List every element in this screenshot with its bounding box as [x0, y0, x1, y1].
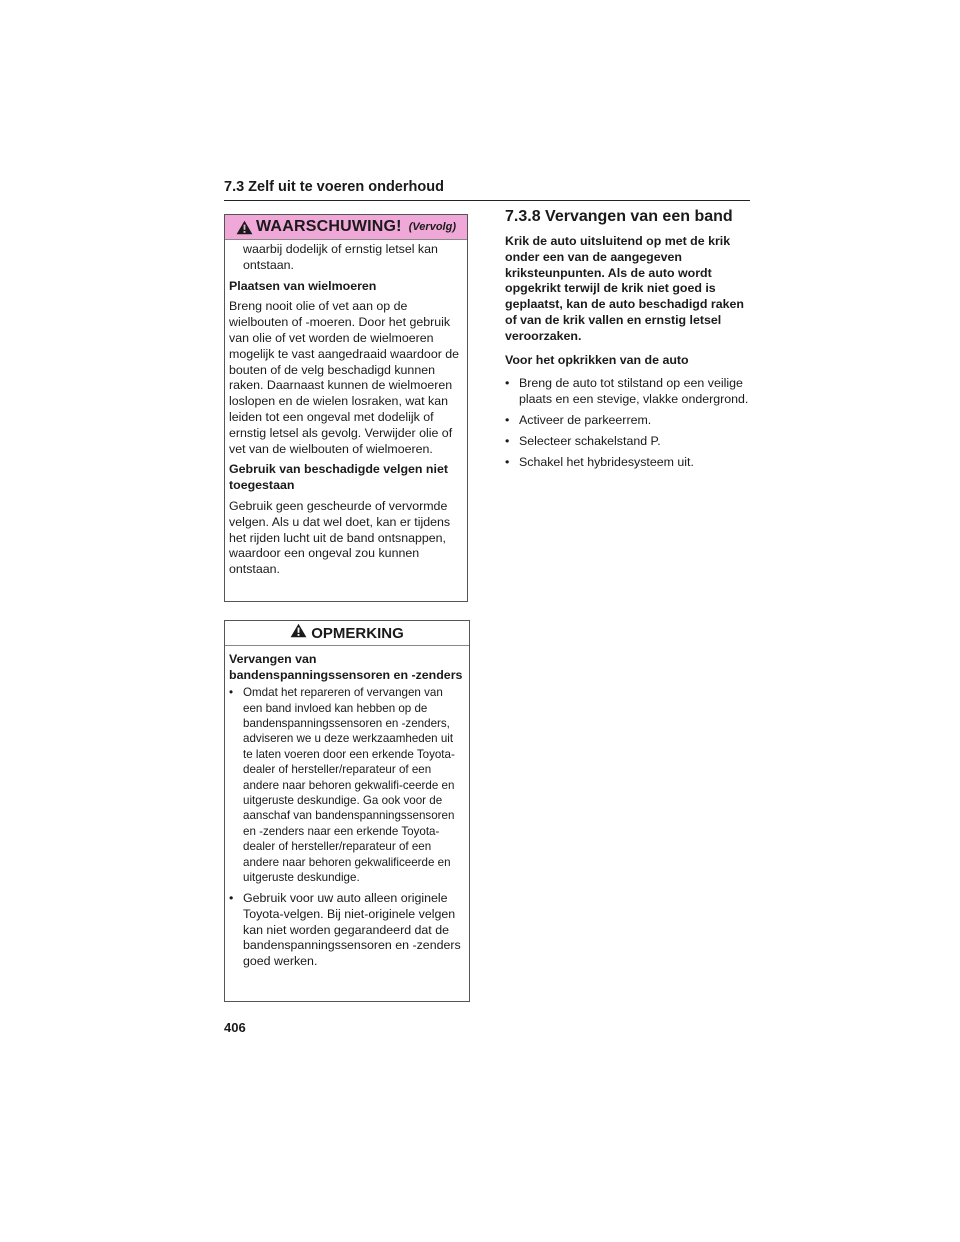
- note-bullet-text: Gebruik voor uw auto alleen originele Toyota-velgen. Bij niet-originele velgen kan niet worden gegarandeerd dat de bandenspanningssensoren en -zenders goed werken.: [243, 891, 461, 968]
- note-title-bar: [225, 621, 469, 646]
- bullet-dot: •: [505, 412, 510, 427]
- list-item: [505, 455, 750, 471]
- list-item-text: Breng de auto tot stilstand op een veilige plaats en een stevige, vlakke ondergrond.: [519, 376, 749, 407]
- list-item-text: Selecteer schakelstand P.: [519, 433, 661, 448]
- list-item-text: Activeer de parkeerrem.: [519, 412, 652, 427]
- right-column: [505, 208, 750, 475]
- note-box: [224, 620, 470, 1002]
- list-item: [505, 434, 750, 450]
- warning-triangle-icon: [236, 220, 253, 235]
- warning-heading-wheel-nuts: Plaatsen van wielmoeren: [229, 278, 377, 293]
- subsection-title: 7.3.8 Vervangen van een band: [505, 208, 733, 225]
- section-header: 7.3 Zelf uit te voeren onderhoud: [224, 178, 750, 201]
- bullet-dot: •: [229, 686, 234, 700]
- note-bullet-text: Omdat het repareren of vervangen van een band invloed kan hebben op de bandenspanningssensoren en -zenders, adviseren we u deze werkzaamheden uit te laten voeren door een erkende Toyota-dealer of hersteller/reparateur of een andere naar behoren gekwalifi-ceerde en uitgeruste deskundige. Ga ook voor de aanschaf van bandenspanningssensoren en -zenders naar een erkende Toyota-dealer of hersteller/reparateur of een andere naar behoren gekwalificeerde en uitgeruste deskundige.: [243, 686, 455, 885]
- note-heading: Vervangen van bandenspanningssensoren en -zenders: [229, 652, 463, 682]
- note-bullet: [229, 685, 464, 885]
- warning-intro: waarbij dodelijk of ernstig letsel kan ontstaan.: [243, 242, 438, 272]
- subheading: Voor het opkrikken van de auto: [505, 352, 689, 367]
- lead-paragraph: Krik de auto uitsluitend op met de krik onder een van de aangegeven kriksteunpunten. Als de auto wordt opgekrikt terwijl de krik niet goed is geplaatst, kan de auto beschadigd raken of van de krik vallen en ernstig letsel veroorzaken.: [505, 234, 744, 343]
- warning-box: [224, 214, 468, 602]
- warning-heading-damaged-rims: Gebruik van beschadigde velgen niet toegestaan: [229, 462, 448, 493]
- note-title: OPMERKING: [311, 624, 404, 642]
- warning-continued-label: (Vervolg): [408, 221, 456, 233]
- list-item: [505, 376, 750, 408]
- warning-paragraph-damaged-rims: Gebruik geen gescheurde of vervormde velgen. Als u dat wel doet, kan er tijdens het rijden lucht uit de band ontsnappen, waardoor een ongeval zou kunnen ontstaan.: [229, 498, 451, 577]
- list-item-text: Schakel het hybridesysteem uit.: [519, 454, 694, 469]
- page-number: 406: [224, 1020, 246, 1035]
- warning-paragraph-wheel-nuts: Breng nooit olie of vet aan op de wielbouten of -moeren. Door het gebruik van olie of vet worden de wielmoeren mogelijk te vast aangedraaid waardoor de bouten of de velg beschadigd kunnen raken. Daarnaast kunnen de wielmoeren loslopen en de wielen losraken, wat kan leiden tot een ongeval met dodelijk of ernstig letsel als gevolg. Verwijder olie of vet van de wielbouten of wielmoeren.: [229, 299, 460, 456]
- list-item: [505, 413, 750, 429]
- warning-title: WAARSCHUWING!: [256, 218, 402, 235]
- bullet-dot: •: [505, 433, 510, 448]
- note-bullet: [229, 891, 464, 969]
- caution-triangle-icon: [290, 623, 307, 643]
- bullet-dot: •: [505, 454, 510, 469]
- warning-title-bar: [225, 215, 467, 240]
- bullet-dot: •: [229, 891, 234, 906]
- bullet-dot: •: [505, 376, 510, 391]
